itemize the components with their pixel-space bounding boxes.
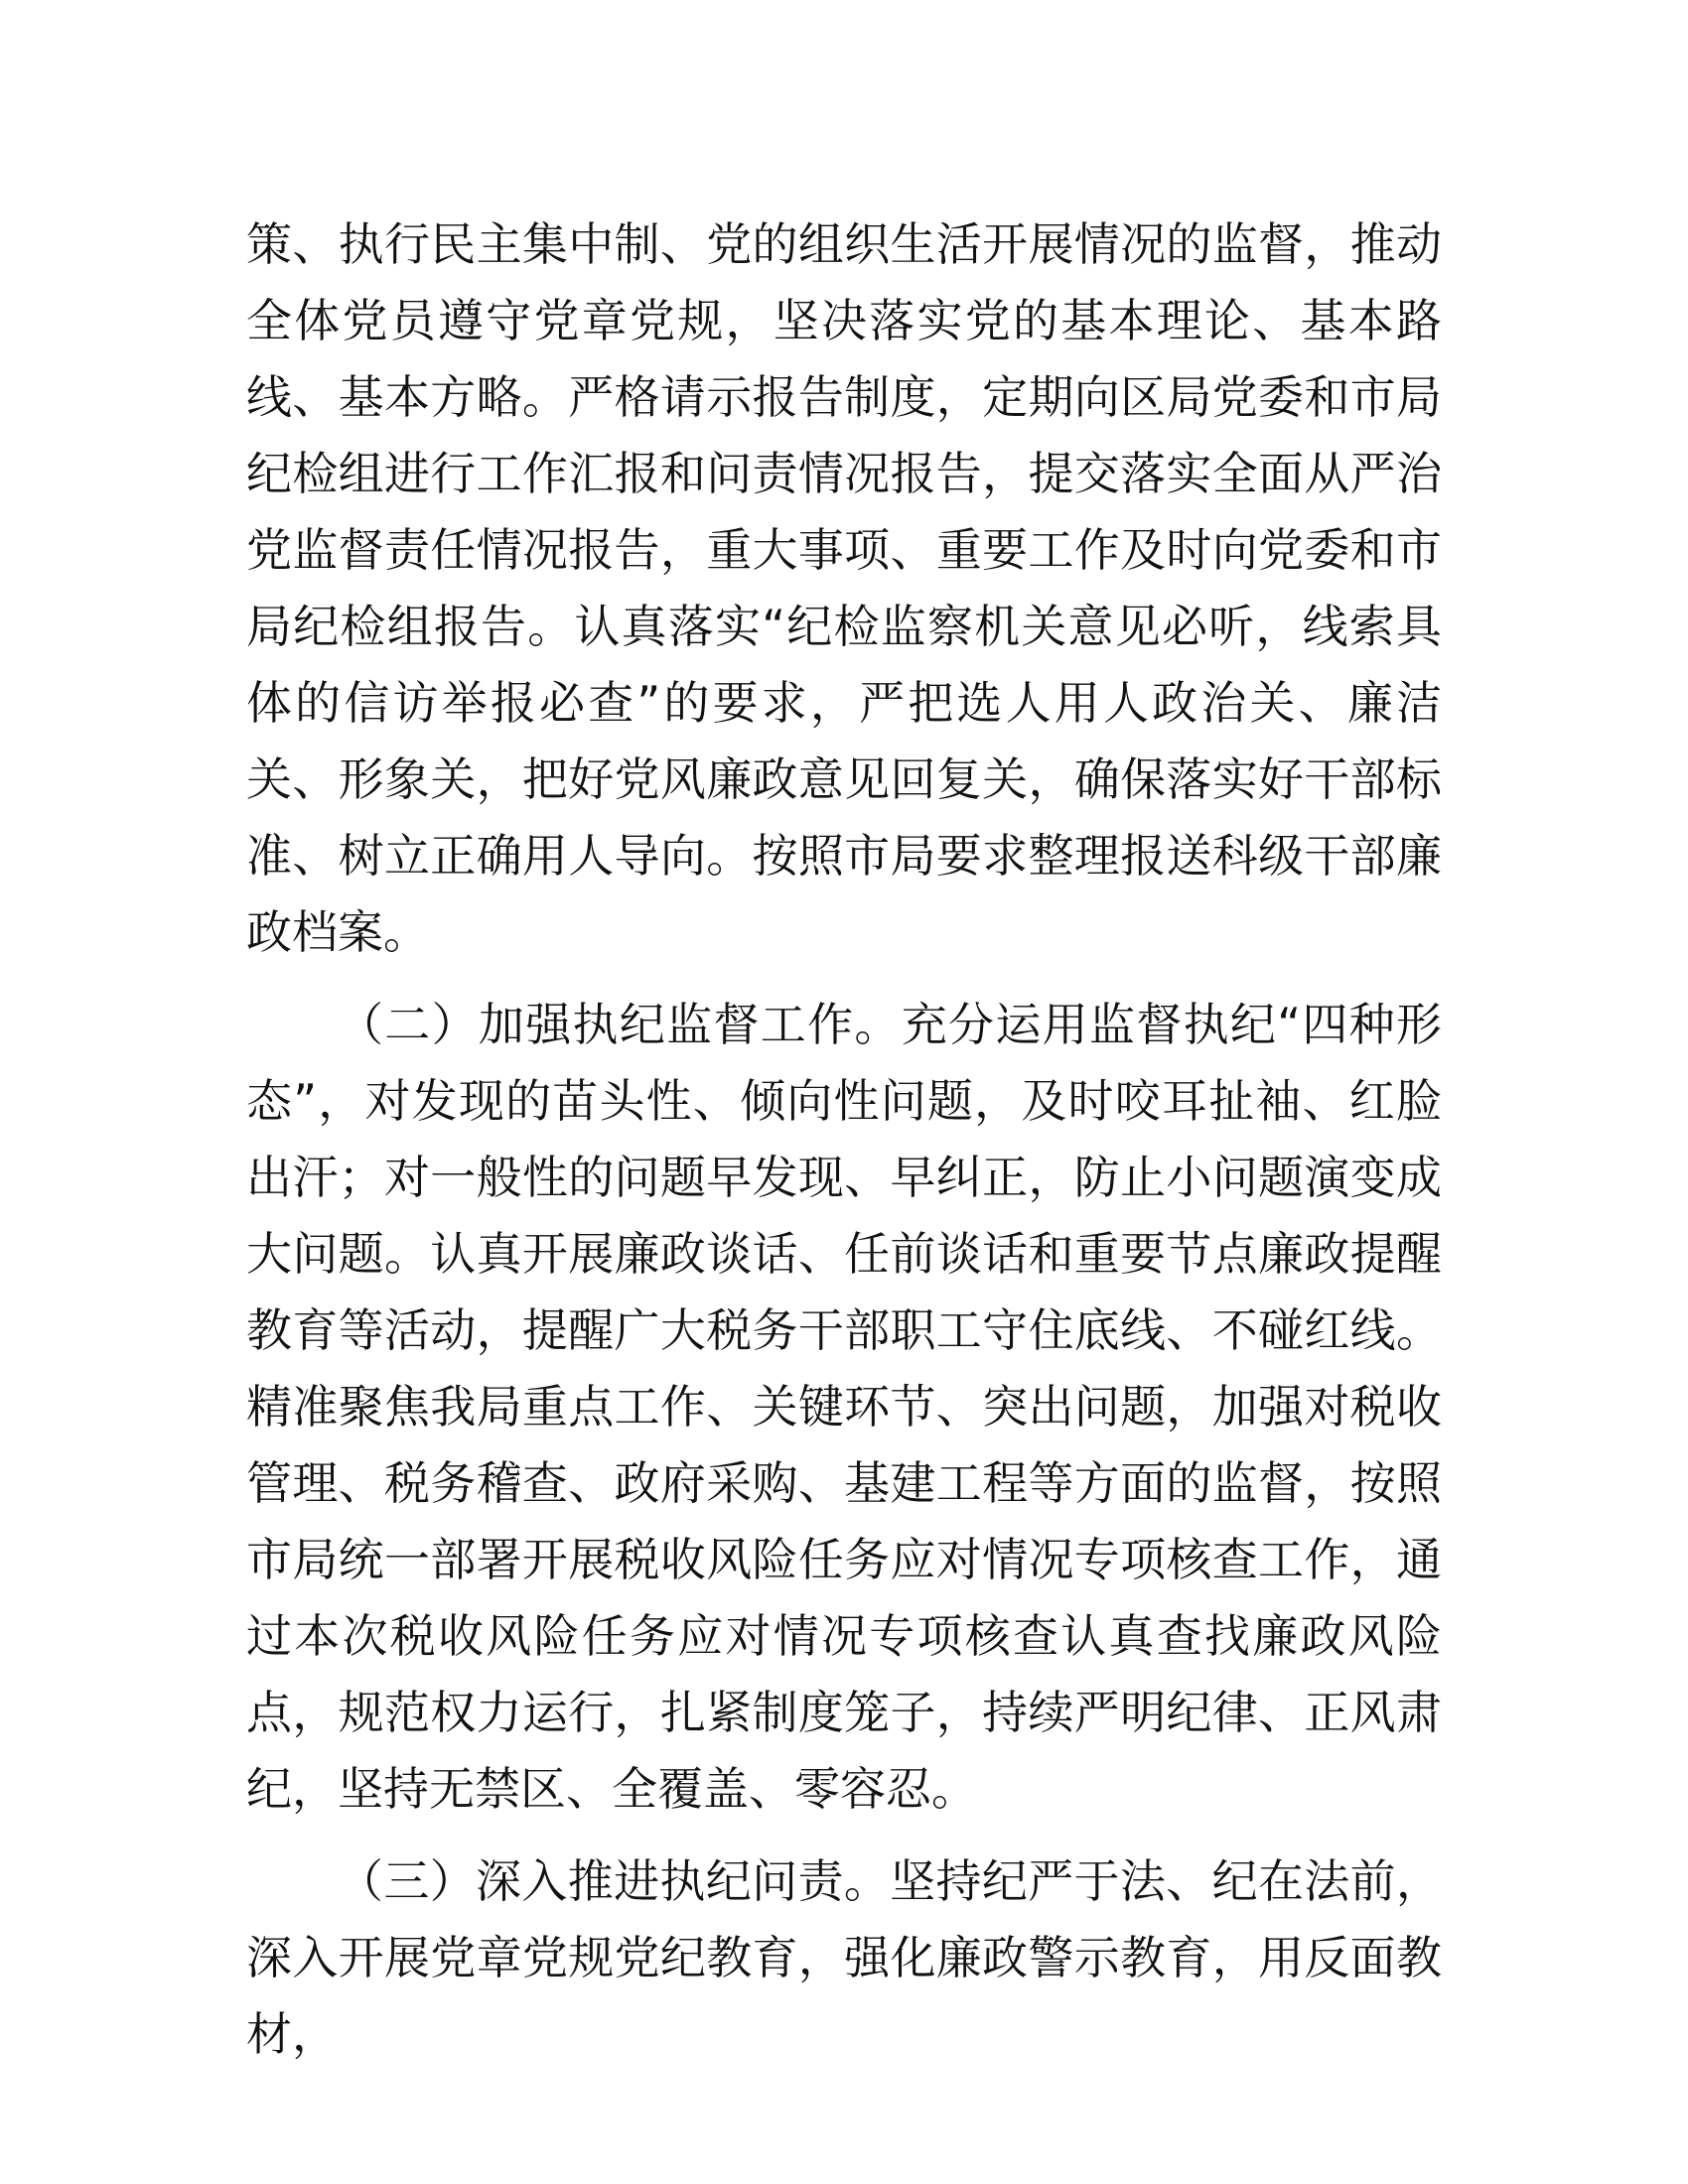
paragraph-continued: 策、执行民主集中制、党的组织生活开展情况的监督，推动全体党员遵守党章党规，坚决落实党的基本理论、基本路线、基本方略。严格请示报告制度，定期向区局党委和市局纪检组进行工作汇报和问责情况报告，提交落实全面从严治党监督责任情况报告，重大事项、重要工作及时向党委和市局纪检组报告。认真落实“纪检监察机关意见必听，线索具体的信访举报必查”的要求，严把选人用人政治关、廉洁关、形象关，把好党风廉政意见回复关，确保落实好干部标准、树立正确用人导向。按照市局要求整理报送科级干部廉政档案。 xyxy=(246,217,1442,959)
paragraph-section-three: （三）深入推进执纪问责。坚持纪严于法、纪在法前，深入开展党章党规党纪教育，强化廉政警示教育，用反面教材， xyxy=(246,1854,1442,2061)
paragraph-section-two: （二）加强执纪监督工作。充分运用监督执纪“四种形态”，对发现的苗头性、倾向性问题，及时咬耳扯袖、红脸出汗；对一般性的问题早发现、早纠正，防止小问题演变成大问题。认真开展廉政谈话、任前谈话和重要节点廉政提醒教育等活动，提醒广大税务干部职工守住底线、不碰红线。精准聚焦我局重点工作、关键环节、突出问题，加强对税收管理、税务稽查、政府采购、基建工程等方面的监督，按照市局统一部署开展税收风险任务应对情况专项核查工作，通过本次税收风险任务应对情况专项核查认真查找廉政风险点，规范权力运行，扎紧制度笼子，持续严明纪律、正风肃纪，坚持无禁区、全覆盖、零容忍。 xyxy=(246,998,1442,1816)
document-body xyxy=(246,206,1442,2089)
